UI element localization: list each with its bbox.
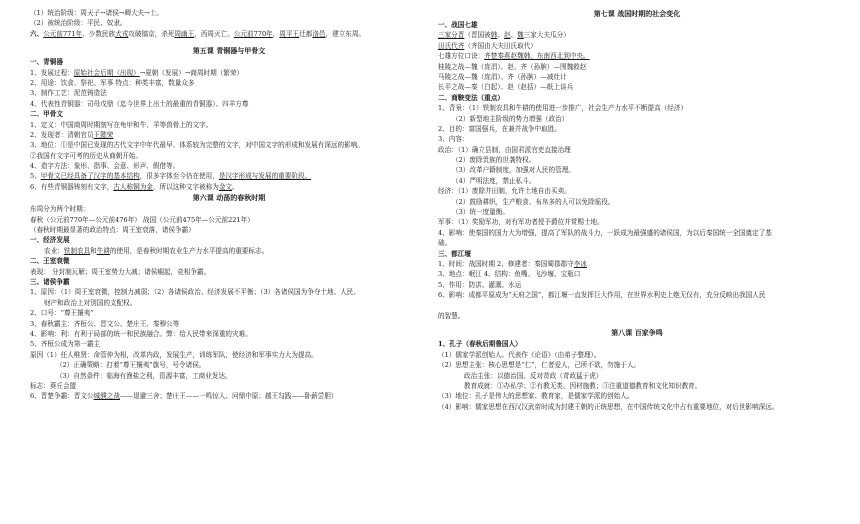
section-heading: 二、商鞅变法（重点） <box>438 93 504 102</box>
text-line: 财产和政治上对别国的支配权。 <box>44 298 137 307</box>
text-span: 农业： <box>44 246 64 255</box>
text-line: （2）思想主张：核心思想是“仁”，仁者爱人，己所不欲，勿施于人。 <box>438 361 641 370</box>
text-line: 3、内容： <box>438 135 469 144</box>
text-line: 2、口号：“尊王攘夷” <box>30 309 94 318</box>
text-line: 础。 <box>438 239 452 248</box>
text-line: 东周分为两个时期： <box>30 205 90 214</box>
underlined-text: 是汉字形成与发展的重要阶段。 <box>218 172 312 181</box>
text-span: 攻破镐京，杀死 <box>128 29 175 38</box>
text-span: （齐国由大夫田氏取代） <box>464 41 537 50</box>
text-line: 4、造字方法：象形、指事、会意、形声、假借等。 <box>30 162 180 171</box>
text-line: ②我国有文字可考的历史从商朝开始。 <box>30 151 143 160</box>
underlined-text: 韩 <box>490 31 498 40</box>
text-span: 和 <box>90 246 97 255</box>
underlined-text: 齐楚秦燕赵魏韩，东南西北到中央。 <box>484 52 590 61</box>
text-line: 3、制作工艺：泥范铸造法 <box>30 89 107 98</box>
text-span: 6、有些青铜器铸刻有文字， <box>30 182 114 191</box>
text-line <box>30 29 428 39</box>
text-span: ——退避三舍；楚庄王——一鸣惊人、问鼎中原；越王勾践——卧薪尝胆） <box>119 392 338 401</box>
text-line: 5、作用：防洪、灌溉、水运 <box>438 280 522 289</box>
underlined-text: 公元前770年 <box>233 29 273 38</box>
section-number: 六、 <box>30 29 44 38</box>
text-line: （春秋时期最显著的政治特点：周王室衰落，诸侯争霸） <box>30 226 195 235</box>
underlined-text: 王懿荣 <box>93 130 114 139</box>
text-line: （3）改革户籍制度，加强对人民的管理。 <box>452 166 575 175</box>
text-line: 1、原因：（1）周王室衰微，控制力减弱；（2）各诸侯政治、经济发展不平衡；（3）各诸侯国为争夺土地、人民、 <box>30 288 360 297</box>
underlined-text: 古人称铜为金 <box>113 182 153 191</box>
text-line: （4）影响：儒家思想在西汉汉武帝时成为封建王朝的正统思想，在中国传统文化中占有重要地位，对后世影响深远。 <box>438 402 779 411</box>
underlined-text: 铁制农具 <box>63 246 91 255</box>
text-span: 、 <box>510 31 518 40</box>
underlined-text: 李冰 <box>573 259 587 268</box>
text-line: 长平之战—秦（白起）、赵（赵括）—纸上谈兵 <box>438 83 574 92</box>
text-line: 教育成就：①办私学；②有教无类、因材施教；③注重道德教育和文化知识教育。 <box>464 381 702 390</box>
text-line: （3）统一度量衡。 <box>452 208 509 217</box>
text-line <box>30 130 428 140</box>
text-line <box>438 259 836 269</box>
text-line: （3）地位：孔子是伟大的思想家、教育家，是儒家学派的创始人。 <box>438 392 634 401</box>
section-heading: 二、甲骨文 <box>30 110 63 119</box>
text-line: 1、背景：（1）铁制农具和牛耕的使用进一步推广，社会生产力水平不断提高（经济） <box>438 104 688 113</box>
text-line: 2、目的：富国强兵，在兼并战争中取胜。 <box>438 124 561 133</box>
text-span: ，少数民族 <box>82 29 116 38</box>
underlined-text: 赵 <box>503 31 511 40</box>
text-span: 1、时间：战国时期 2、修建者：秦国蜀郡郡守 <box>438 259 574 268</box>
underlined-text: 周平王 <box>279 29 300 38</box>
text-line: 标志：葵丘会盟 <box>30 381 77 390</box>
section-heading: 一、青铜器 <box>30 58 63 67</box>
text-span: 2、发现者：清朝官员 <box>30 130 94 139</box>
text-span: ，很多字体至今仍在使用， <box>139 172 219 181</box>
text-line: 1、定义：中国商周时期刻写在龟甲和牛、羊等兽骨上的文字。 <box>30 120 213 129</box>
text-line: 春秋（公元前770年—公元前476年） 战国（公元前475年—公元前221年） <box>30 215 254 224</box>
text-line: 经济：（1）废除井田制，允许土地自由买卖。 <box>438 187 571 196</box>
text-line: 6、影响：成都平原成为“天府之国”，都江堰一直发挥巨大作用，在世界水利史上绝无仅有，充分反映出我国人民 <box>438 291 766 300</box>
text-span: （晋国被 <box>464 31 491 40</box>
text-line: 4、代表性青铜器：司母戊鼎（迄今世界上出土的最重的青铜器）、四羊方尊 <box>30 99 249 108</box>
underlined-text: 魏 <box>517 31 524 40</box>
text-span: 1、发展过程： <box>30 68 74 77</box>
text-line: 桂陵之战—魏（庞涓）、赵、齐（孙膑）—围魏救赵 <box>438 62 587 71</box>
underlined-text: 周幽王 <box>174 29 195 38</box>
text-span: ，所以这种文字被称为 <box>152 182 219 191</box>
underlined-text: 洛邑 <box>312 29 326 38</box>
underlined-text: 公元前771年 <box>43 29 83 38</box>
text-span: ，西周灭亡。 <box>194 29 234 38</box>
text-line: 的智慧。 <box>438 311 465 320</box>
text-span: 的使用，是春秋时期农业生产力水平提高的重要标志。 <box>109 246 269 255</box>
text-line: 3、地点：岷江 4、结构：鱼嘴、飞沙堰、宝瓶口 <box>438 270 581 279</box>
left-column <box>30 8 428 402</box>
text-span: 迁都 <box>299 29 313 38</box>
section-heading: 三、诸侯争霸 <box>30 277 70 286</box>
underlined-text: 原始社会后期（出现） <box>73 68 140 77</box>
text-line: （2）新型地主阶级的势力增强（政治） <box>452 114 569 123</box>
text-line: 5、齐桓公成为第一霸主 <box>30 340 101 349</box>
text-line <box>438 51 836 61</box>
text-span: ，建立东周。 <box>325 29 366 38</box>
text-line <box>30 171 428 181</box>
underlined-text: 城濮之战 <box>93 392 120 401</box>
text-span: 七雄方位口诀： <box>438 52 485 61</box>
text-line <box>30 182 428 192</box>
underlined-text: 金文 <box>218 182 233 191</box>
lesson-6-title: 第六课 动荡的春秋时期 <box>192 193 266 203</box>
text-line: 政治：（1）确立县制，由国君派官吏直接治理 <box>438 145 571 154</box>
text-line: （2）被统治阶级：平民、奴隶。 <box>30 19 127 28</box>
text-line: 4、影响：使秦国的国力大为增强，提高了军队的战斗力，一跃成为最强盛的诸侯国，为以后秦国统一全国奠定了基 <box>438 228 772 237</box>
text-line: （2）鼓励耕织，生产粮食、布帛多的人可以免除徭役。 <box>452 197 615 206</box>
text-line <box>438 41 836 51</box>
text-span: 、 <box>497 31 504 40</box>
text-line: 3、春秋霸主：齐桓公、晋文公、楚庄王、秦穆公等 <box>30 319 180 328</box>
underlined-text: 犬戎 <box>115 29 129 38</box>
text-line: 表现： 分封制瓦解；周王室势力大减；诸侯崛起，竞相争霸。 <box>30 267 211 276</box>
lesson-5-title: 第五课 青铜器与甲骨文 <box>192 46 266 56</box>
text-line: 4、影响：利：有利于局部的统一和民族融合。弊：给人民带来深重的灾难。 <box>30 329 252 338</box>
text-line: （1）儒家学派创始人。代表作《论语》（由弟子整理）。 <box>438 350 601 359</box>
text-span: 5、 <box>30 172 41 181</box>
text-span: 。 <box>232 182 239 191</box>
underlined-text: 田氏代齐 <box>438 41 465 50</box>
text-span: 6、晋楚争霸：晋文公 <box>30 392 94 401</box>
text-line: 3、地位：①是中国已发现的古代文字中年代最早、体系较为完整的文字，对中国文字的形成和发展有深远的影响。 <box>30 141 364 150</box>
text-line: 政治主张：以德治国、反对苛政（苛政猛于虎） <box>464 371 603 380</box>
spacer <box>438 301 836 311</box>
text-line: 2、用途：饮食、祭祀、军事 特点：种类丰富，数量众多 <box>30 78 195 87</box>
underlined-text: 三家分晋 <box>438 31 465 40</box>
underlined-text: 牛耕 <box>96 246 110 255</box>
text-line <box>30 391 428 401</box>
text-line: 原因（1）任人唯贤：命管仲为相，改革内政，发展生产，训练军队，使经济和军事实力大为提高。 <box>30 350 318 359</box>
text-line: 马陵之战—魏（庞涓）、齐（孙膑）—减灶计 <box>438 72 567 81</box>
text-span: ， <box>272 29 280 38</box>
section-heading: 1、孔子（春秋后期鲁国人） <box>438 340 522 349</box>
section-heading: 一、战国七雄 <box>438 21 478 29</box>
text-line <box>438 30 836 40</box>
text-line: （3）自然条件：临海有渔盐之利，资源丰富，工商业发达。 <box>56 371 232 380</box>
lesson-7-title: 第七课 战国时期的社会变化 <box>593 9 681 18</box>
text-span: →夏朝（发展）→商周时期（繁荣） <box>139 68 244 77</box>
section-heading: 三、都江堰 <box>438 249 471 258</box>
text-line: （1）统治阶级：周天子→诸侯→卿大夫→士。 <box>30 9 163 17</box>
lesson-8-title: 第八课 百家争鸣 <box>611 328 663 338</box>
text-line <box>30 246 428 256</box>
text-span: 三家大夫瓜分） <box>523 31 570 40</box>
text-line: （2）废除贵族的世袭特权。 <box>452 156 536 165</box>
text-line: （2）正确策略：打着“尊王攘夷”旗号，号令诸侯。 <box>56 361 206 370</box>
text-line <box>30 68 428 78</box>
section-heading: 一、经济发展 <box>30 236 70 245</box>
underlined-text: 甲骨文已经具备了汉字的基本结构 <box>40 172 140 181</box>
text-line: 军事：（1）奖励军功，对有军功者授予爵位并赏赐土地。 <box>438 218 604 227</box>
section-heading: 二、王室衰微 <box>30 257 70 266</box>
text-line: （4）严明法度，禁止私斗。 <box>452 176 536 185</box>
right-column <box>438 8 836 412</box>
